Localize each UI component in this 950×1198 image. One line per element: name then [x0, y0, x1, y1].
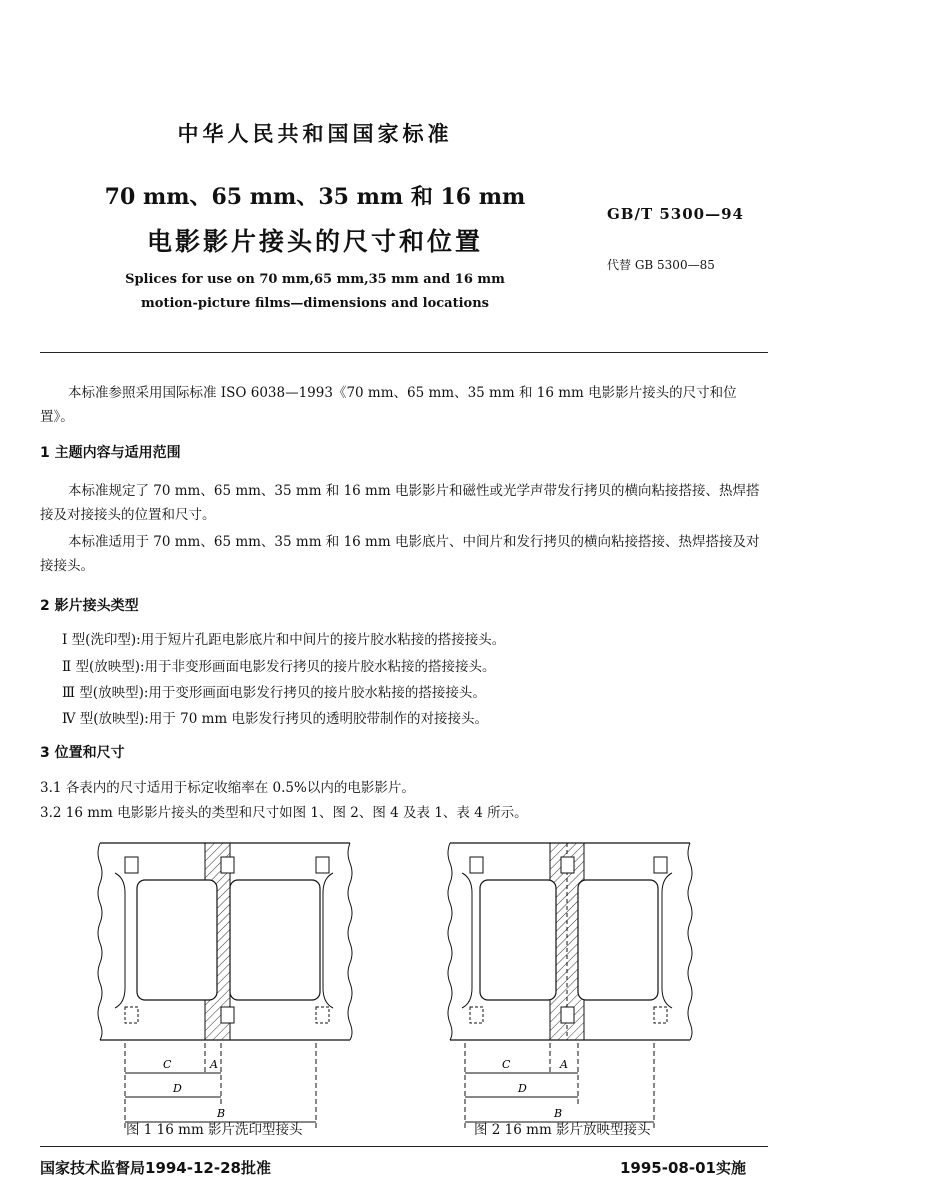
- title-line1: 70 mm、65 mm、35 mm 和 16 mm: [104, 184, 526, 210]
- list-item: Ⅳ 型(放映型):用于 70 mm 电影发行拷贝的透明胶带制作的对接接头。: [62, 711, 489, 727]
- footer-rule: [40, 1146, 768, 1147]
- list-item: Ⅰ 型(洗印型):用于短片孔距电影底片和中间片的接片胶水粘接的搭接接头。: [62, 632, 506, 648]
- list-item: Ⅱ 型(放映型):用于非变形画面电影发行拷贝的接片胶水粘接的搭接接头。: [62, 659, 496, 675]
- dim-label-a: A: [210, 1058, 218, 1071]
- clause-3-2: 3.2 16 mm 电影影片接头的类型和尺寸如图 1、图 2、图 4 及表 1、表 4 所示。: [40, 805, 528, 821]
- intro-paragraph: 本标准参照采用国际标准 ISO 6038—1993《70 mm、65 mm、35 mm 和 16 mm 电影影片接头的尺寸和位置》。: [40, 385, 737, 425]
- title-en-line1: Splices for use on 70 mm,65 mm,35 mm and 16 mm: [125, 272, 505, 287]
- dim-label-c: C: [163, 1058, 172, 1071]
- list-item: Ⅲ 型(放映型):用于变形画面电影发行拷贝的接片胶水粘接的搭接接头。: [62, 685, 486, 701]
- title-en-line2: motion-picture films—dimensions and locations: [141, 296, 489, 311]
- figure2-caption: 图 2 16 mm 影片放映型接头: [474, 1122, 651, 1138]
- standard-title: 中华人民共和国国家标准: [177, 122, 453, 146]
- effective-date: 1995-08-01实施: [620, 1159, 746, 1177]
- section3-heading: 3 位置和尺寸: [40, 745, 125, 761]
- title-line2: 电影影片接头的尺寸和位置: [146, 227, 483, 256]
- clause-3-1: 3.1 各表内的尺寸适用于标定收缩率在 0.5%以内的电影影片。: [40, 780, 415, 796]
- section1-heading: 1 主题内容与适用范围: [40, 445, 181, 461]
- dim-label-b: B: [217, 1107, 226, 1120]
- replaces-note: 代替 GB 5300—85: [607, 258, 715, 272]
- dim-label-b: B: [554, 1107, 563, 1120]
- dim-label-d: D: [518, 1082, 527, 1095]
- section1-paragraph1: 本标准规定了 70 mm、65 mm、35 mm 和 16 mm 电影影片和磁性或光学声带发行拷贝的横向粘接搭接、热焊搭接及对接接头的位置和尺寸。: [40, 483, 760, 523]
- approval-note: 国家技术监督局1994-12-28批准: [40, 1159, 271, 1177]
- dim-label-a: A: [560, 1058, 568, 1071]
- standard-code: GB/T 5300—94: [607, 205, 744, 223]
- figure1-diagram: [95, 835, 355, 1130]
- figure1-caption: 图 1 16 mm 影片洗印型接头: [126, 1122, 303, 1138]
- header-rule: [40, 352, 768, 353]
- section1-paragraph2: 本标准适用于 70 mm、65 mm、35 mm 和 16 mm 电影底片、中间片和发行拷贝的横向粘接搭接、热焊搭接及对接接头。: [40, 534, 760, 574]
- dim-label-d: D: [173, 1082, 182, 1095]
- section2-heading: 2 影片接头类型: [40, 598, 139, 614]
- dim-label-c: C: [502, 1058, 511, 1071]
- figure2-diagram: [440, 835, 700, 1130]
